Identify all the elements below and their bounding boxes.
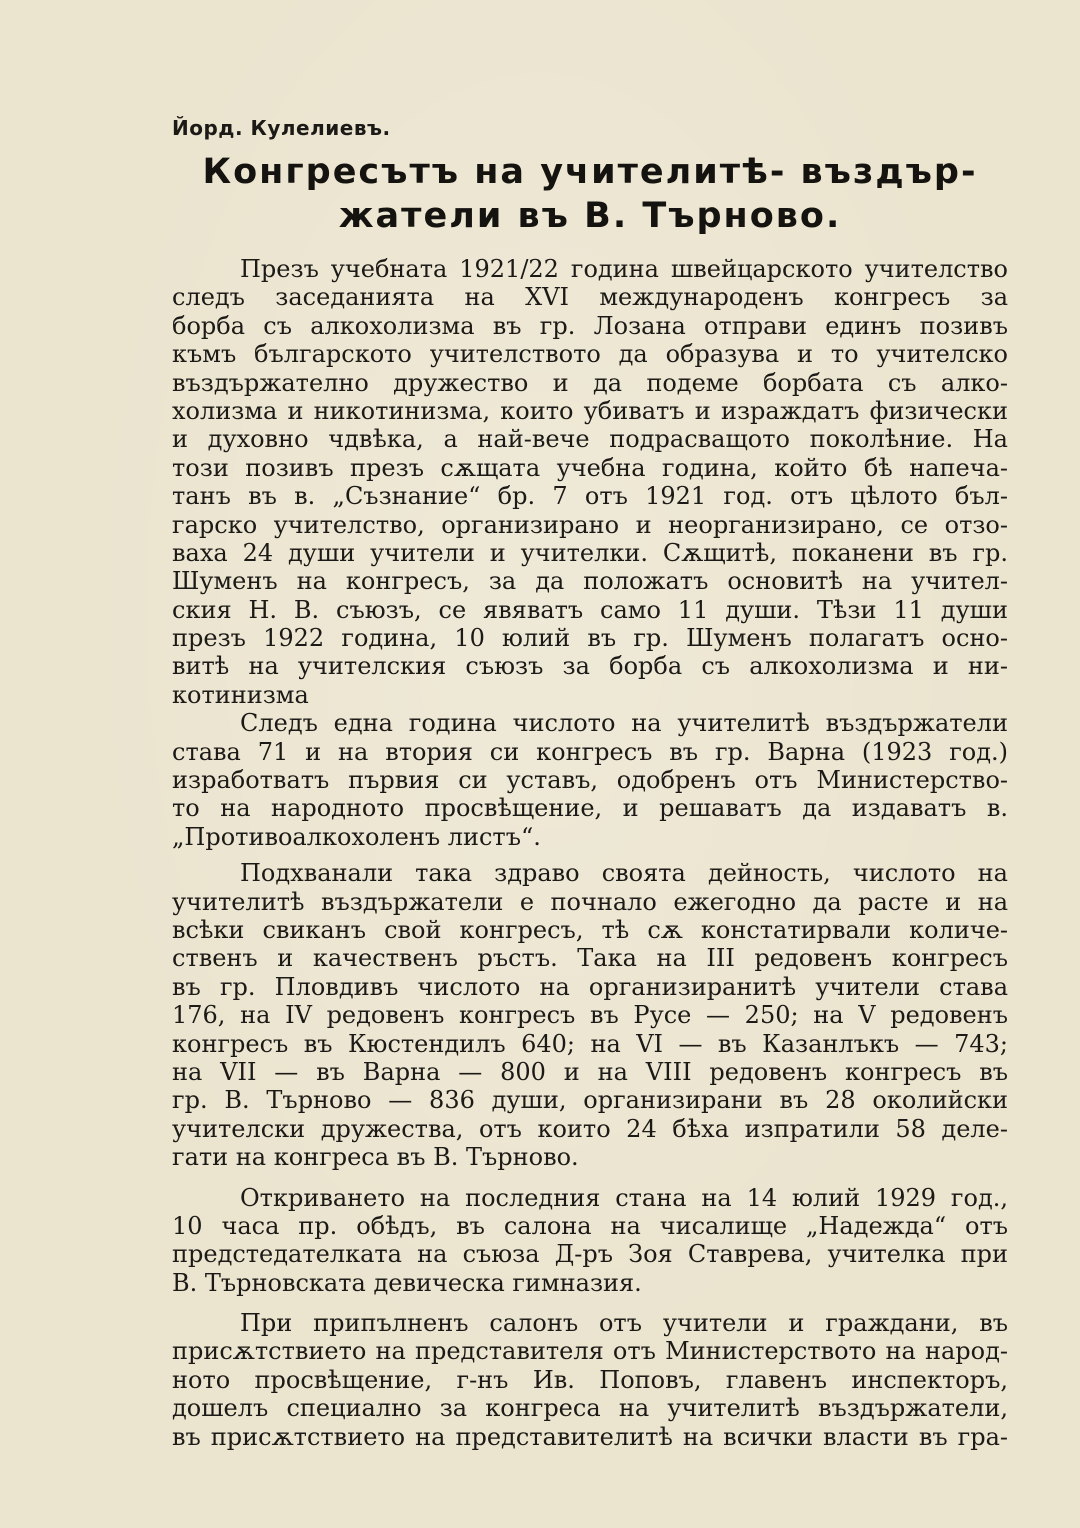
text-line: витѣ на учителския съюзъ за борба съ алкохолизма и ни- <box>172 652 1008 681</box>
text-line: следъ заседанията на XVI международенъ конгресъ за <box>172 283 1008 312</box>
text-line: Презъ учебната 1921/22 година швейцарското учителство <box>240 255 1008 283</box>
text-line: ното просвѣщение, г-нъ Ив. Поповъ, главенъ инспекторъ, <box>172 1365 1008 1394</box>
text-line: 10 часа пр. обѣдъ, въ салона на чисалище „Надежда“ отъ <box>172 1211 1008 1240</box>
text-line: ственъ и качественъ ръстъ. Така на III редовенъ конгресъ <box>172 944 1008 973</box>
text-line: въ присѫтствието на представителитѣ на всички власти въ гра- <box>172 1422 1008 1451</box>
text-line: танъ въ в. „Съзнание“ бр. 7 отъ 1921 год. отъ цѣлото бъл- <box>172 482 1008 511</box>
paragraph-gap <box>172 851 1008 859</box>
text-line: Подхванали така здраво своята дейность, числото на <box>240 859 1008 888</box>
text-line: ския Н. В. съюзъ, се явяватъ само 11 души. Тѣзи 11 души <box>172 595 1008 624</box>
text-line: гарско учителство, организирано и неорганизирано, се отзо- <box>172 510 1008 539</box>
author-name: Йорд. Кулелиевъ. <box>172 116 391 140</box>
paragraph-1 <box>172 255 1008 709</box>
text-line: борба съ алкохолизма въ гр. Лозана отправи единъ позивъ <box>172 311 1008 340</box>
text-line: учителитѣ въздържатели е почнало ежегодно да расте и на <box>172 887 1008 916</box>
text-line: При припълненъ салонъ отъ учители и граждани, въ <box>240 1309 1008 1338</box>
text-line: то на народното просвѣщение, и решаватъ да издаватъ в. <box>172 794 1008 823</box>
text-line: всѣки свиканъ свой конгресъ, тѣ сѫ констатирвали количе- <box>172 915 1008 944</box>
title-line-2: жатели въ В. Търново. <box>338 196 842 236</box>
text-line: присѫтствието на представителя отъ Министерството на народ- <box>172 1337 1008 1366</box>
title-line-1: Конгресътъ на учителитѣ- въздър- <box>202 152 978 192</box>
article-body <box>172 255 1008 1451</box>
text-line: става 71 и на втория си конгресъ въ гр. Варна (1923 год.) <box>172 737 1008 766</box>
text-line: холизма и никотинизма, които убиватъ и израждатъ физически <box>172 396 1008 425</box>
text-line: изработватъ първия си уставъ, одобренъ отъ Министерство- <box>172 766 1008 795</box>
text-line: 176, на IV редовенъ конгресъ въ Русе — 250; на V редовенъ <box>172 1001 1008 1030</box>
text-line: на VII — въ Варна — 800 и на VIII редовенъ конгресъ въ <box>172 1057 1008 1086</box>
text-line: и духовно чдвѣка, а най-вече подрасващото поколѣние. На <box>172 425 1008 454</box>
paragraph-gap <box>172 1172 1008 1184</box>
paragraph-5 <box>172 1309 1008 1451</box>
paragraph-gap <box>172 1297 1008 1309</box>
text-line: учителски дружества, отъ които 24 бѣха изпратили 58 деле- <box>172 1114 1008 1143</box>
text-line: този позивъ презъ сѫщата учебна година, който бѣ напеча- <box>172 453 1008 482</box>
text-line: презъ 1922 година, 10 юлий въ гр. Шуменъ полагатъ осно- <box>172 624 1008 653</box>
text-line: Шуменъ на конгресъ, за да положатъ основитѣ на учител- <box>172 567 1008 596</box>
text-line: ваха 24 души учители и учителки. Сѫщитѣ, поканени въ гр. <box>172 538 1008 567</box>
paragraph-4 <box>172 1184 1008 1298</box>
text-line: дошелъ специално за конгреса на учителитѣ въздържатели, <box>172 1394 1008 1423</box>
text-line: въздържателно дружество и да подеме борбата съ алко- <box>172 368 1008 397</box>
text-line: предстедателката на съюза Д-ръ Зоя Ставрева, учителка при <box>172 1240 1008 1269</box>
paragraph-2 <box>172 709 1008 851</box>
text-line: къмъ българското учителството да образува и то учителско <box>172 340 1008 369</box>
text-line: въ гр. Пловдивъ числото на организиранитѣ учители става <box>172 972 1008 1001</box>
paragraph-3 <box>172 859 1008 1171</box>
text-line: Откриването на последния стана на 14 юлий 1929 год., <box>240 1183 1008 1212</box>
article-title <box>160 150 1020 238</box>
text-line: гр. В. Търново — 836 души, организирани въ 28 околийски <box>172 1086 1008 1115</box>
text-line: гати на конгреса въ В. Търново. <box>172 1143 579 1172</box>
text-line: конгресъ въ Кюстендилъ 640; на VI — въ Казанлъкъ — 743; <box>172 1029 1008 1058</box>
text-line: котинизма <box>172 680 309 709</box>
text-line: Следъ една година числото на учителитѣ въздържатели <box>240 709 1008 738</box>
text-line: „Противоалкохоленъ листъ“. <box>172 822 541 851</box>
text-line: В. Търновската девическа гимназия. <box>172 1268 642 1297</box>
